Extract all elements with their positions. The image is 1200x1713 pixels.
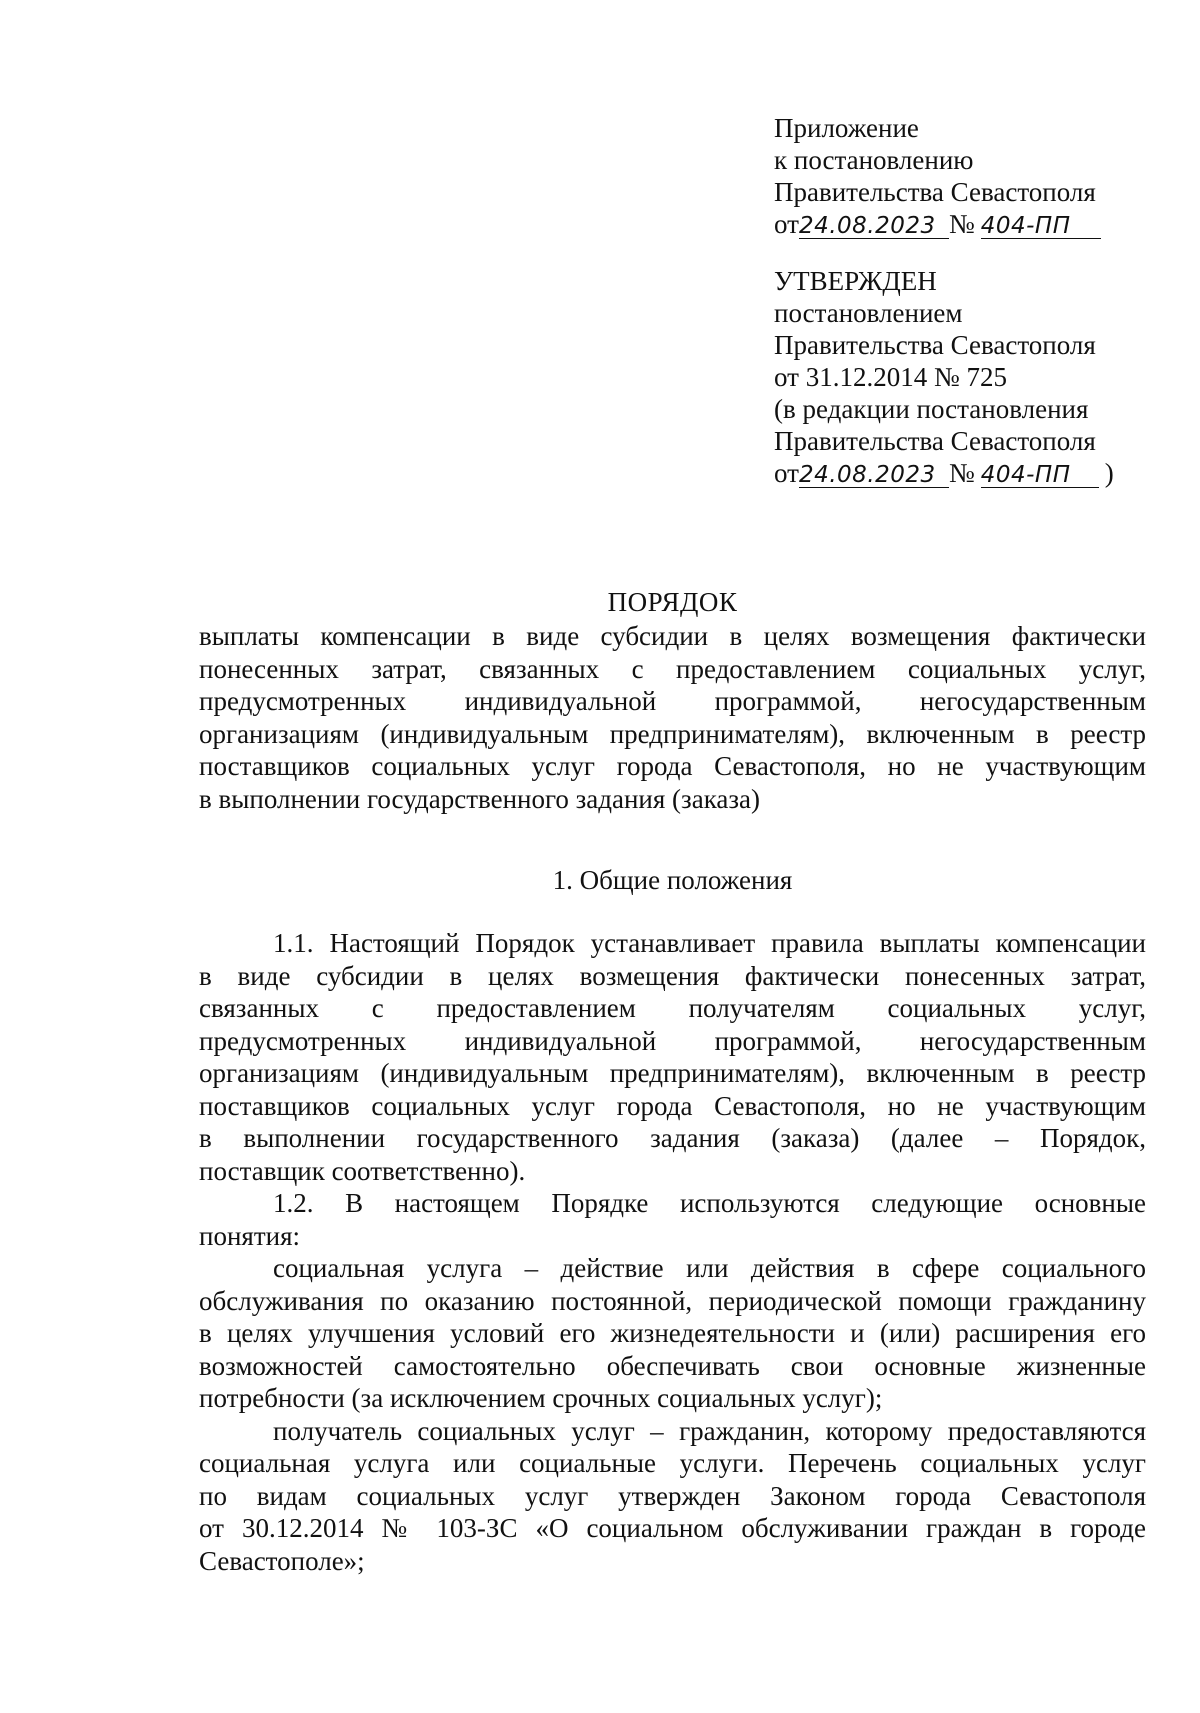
approved-number-prefix: №: [948, 458, 975, 488]
section-heading: 1. Общие положения: [552, 865, 793, 895]
body-line: потребности (за исключением срочных социальных услуг);: [199, 1383, 883, 1413]
approved-line-3: Правительства Севастополя: [774, 330, 1096, 360]
body-line: в целях улучшения условий его жизнедеятельности и (или) расширения его: [199, 1318, 1146, 1348]
appendix-line-3: Правительства Севастополя: [774, 177, 1096, 207]
body-line: социальная услуга – действие или действия в сфере социального: [273, 1253, 1146, 1283]
approved-line-5: (в редакции постановления: [774, 394, 1089, 424]
document-title: ПОРЯДОК: [607, 587, 738, 617]
body-line: 1.2. В настоящем Порядке используются следующие основные: [273, 1188, 1146, 1218]
subtitle-line: понесенных затрат, связанных с предоставлением социальных услуг,: [199, 653, 1146, 684]
appendix-line-2: к постановлению: [774, 145, 974, 175]
approved-line-4: от 31.12.2014 № 725: [774, 362, 1007, 392]
body-line: Севастополе»;: [199, 1545, 365, 1576]
approved-line-6: Правительства Севастополя: [774, 426, 1096, 456]
approval-header: [774, 112, 1134, 489]
body-line: предусмотренных индивидуальной программой, негосударственным: [199, 1025, 1146, 1056]
body-line: понятия:: [199, 1220, 300, 1251]
subtitle-line: в выполнении государственного задания (заказа): [199, 783, 761, 814]
body-line: связанных с предоставлением получателям социальных услуг,: [199, 993, 1146, 1023]
subtitle-line: организациям (индивидуальным предпринимателям), включенным в реестр: [199, 718, 1146, 749]
approved-date-prefix: от: [774, 458, 799, 488]
document-subtitle: [199, 620, 1146, 815]
approved-line-2: постановлением: [774, 298, 963, 328]
appendix-handwritten-number: 404-ПП: [981, 214, 1101, 239]
approved-handwritten-number: 404-ПП: [981, 463, 1099, 488]
body-line: организациям (индивидуальным предпринимателям), включенным в реестр: [199, 1058, 1146, 1088]
approved-close-paren: ): [1104, 458, 1114, 488]
body-line: 1.1. Настоящий Порядок устанавливает правила выплаты компенсации: [273, 928, 1146, 958]
approved-line-1: УТВЕРЖДЕН: [774, 266, 937, 296]
appendix-number-prefix: №: [948, 209, 975, 239]
body-text: [199, 927, 1146, 1577]
subtitle-line: выплаты компенсации в виде субсидии в целях возмещения фактически: [199, 621, 1146, 651]
subtitle-line: поставщиков социальных услуг города Севастополя, но не участвующим: [199, 751, 1146, 781]
body-line: социальная услуга или социальные услуги. Перечень социальных услуг: [199, 1448, 1146, 1478]
body-line: возможностей самостоятельно обеспечивать свои основные жизненные: [199, 1350, 1146, 1381]
body-line: обслуживания по оказанию постоянной, периодической помощи гражданину: [199, 1285, 1146, 1316]
appendix-line-1: Приложение: [774, 113, 919, 143]
approved-handwritten-date: 24.08.2023: [799, 463, 949, 488]
appendix-date-prefix: от: [774, 209, 799, 239]
subtitle-line: предусмотренных индивидуальной программой, негосударственным: [199, 686, 1146, 716]
body-line: поставщиков социальных услуг города Севастополя, но не участвующим: [199, 1090, 1146, 1121]
body-line: в виде субсидии в целях возмещения фактически понесенных затрат,: [199, 960, 1146, 991]
appendix-date-line: [774, 208, 1134, 240]
body-line: получатель социальных услуг – гражданин, которому предоставляются: [273, 1415, 1146, 1446]
appendix-handwritten-date: 24.08.2023: [799, 214, 949, 239]
body-line: в выполнении государственного задания (заказа) (далее – Порядок,: [199, 1123, 1146, 1153]
body-line: по видам социальных услуг утвержден Законом города Севастополя: [199, 1480, 1146, 1511]
body-line: поставщик соответственно).: [199, 1155, 526, 1186]
approved-date-line: [774, 457, 1134, 489]
body-line: от 30.12.2014 № 103-ЗС «О социальном обслуживании граждан в городе: [199, 1513, 1146, 1543]
